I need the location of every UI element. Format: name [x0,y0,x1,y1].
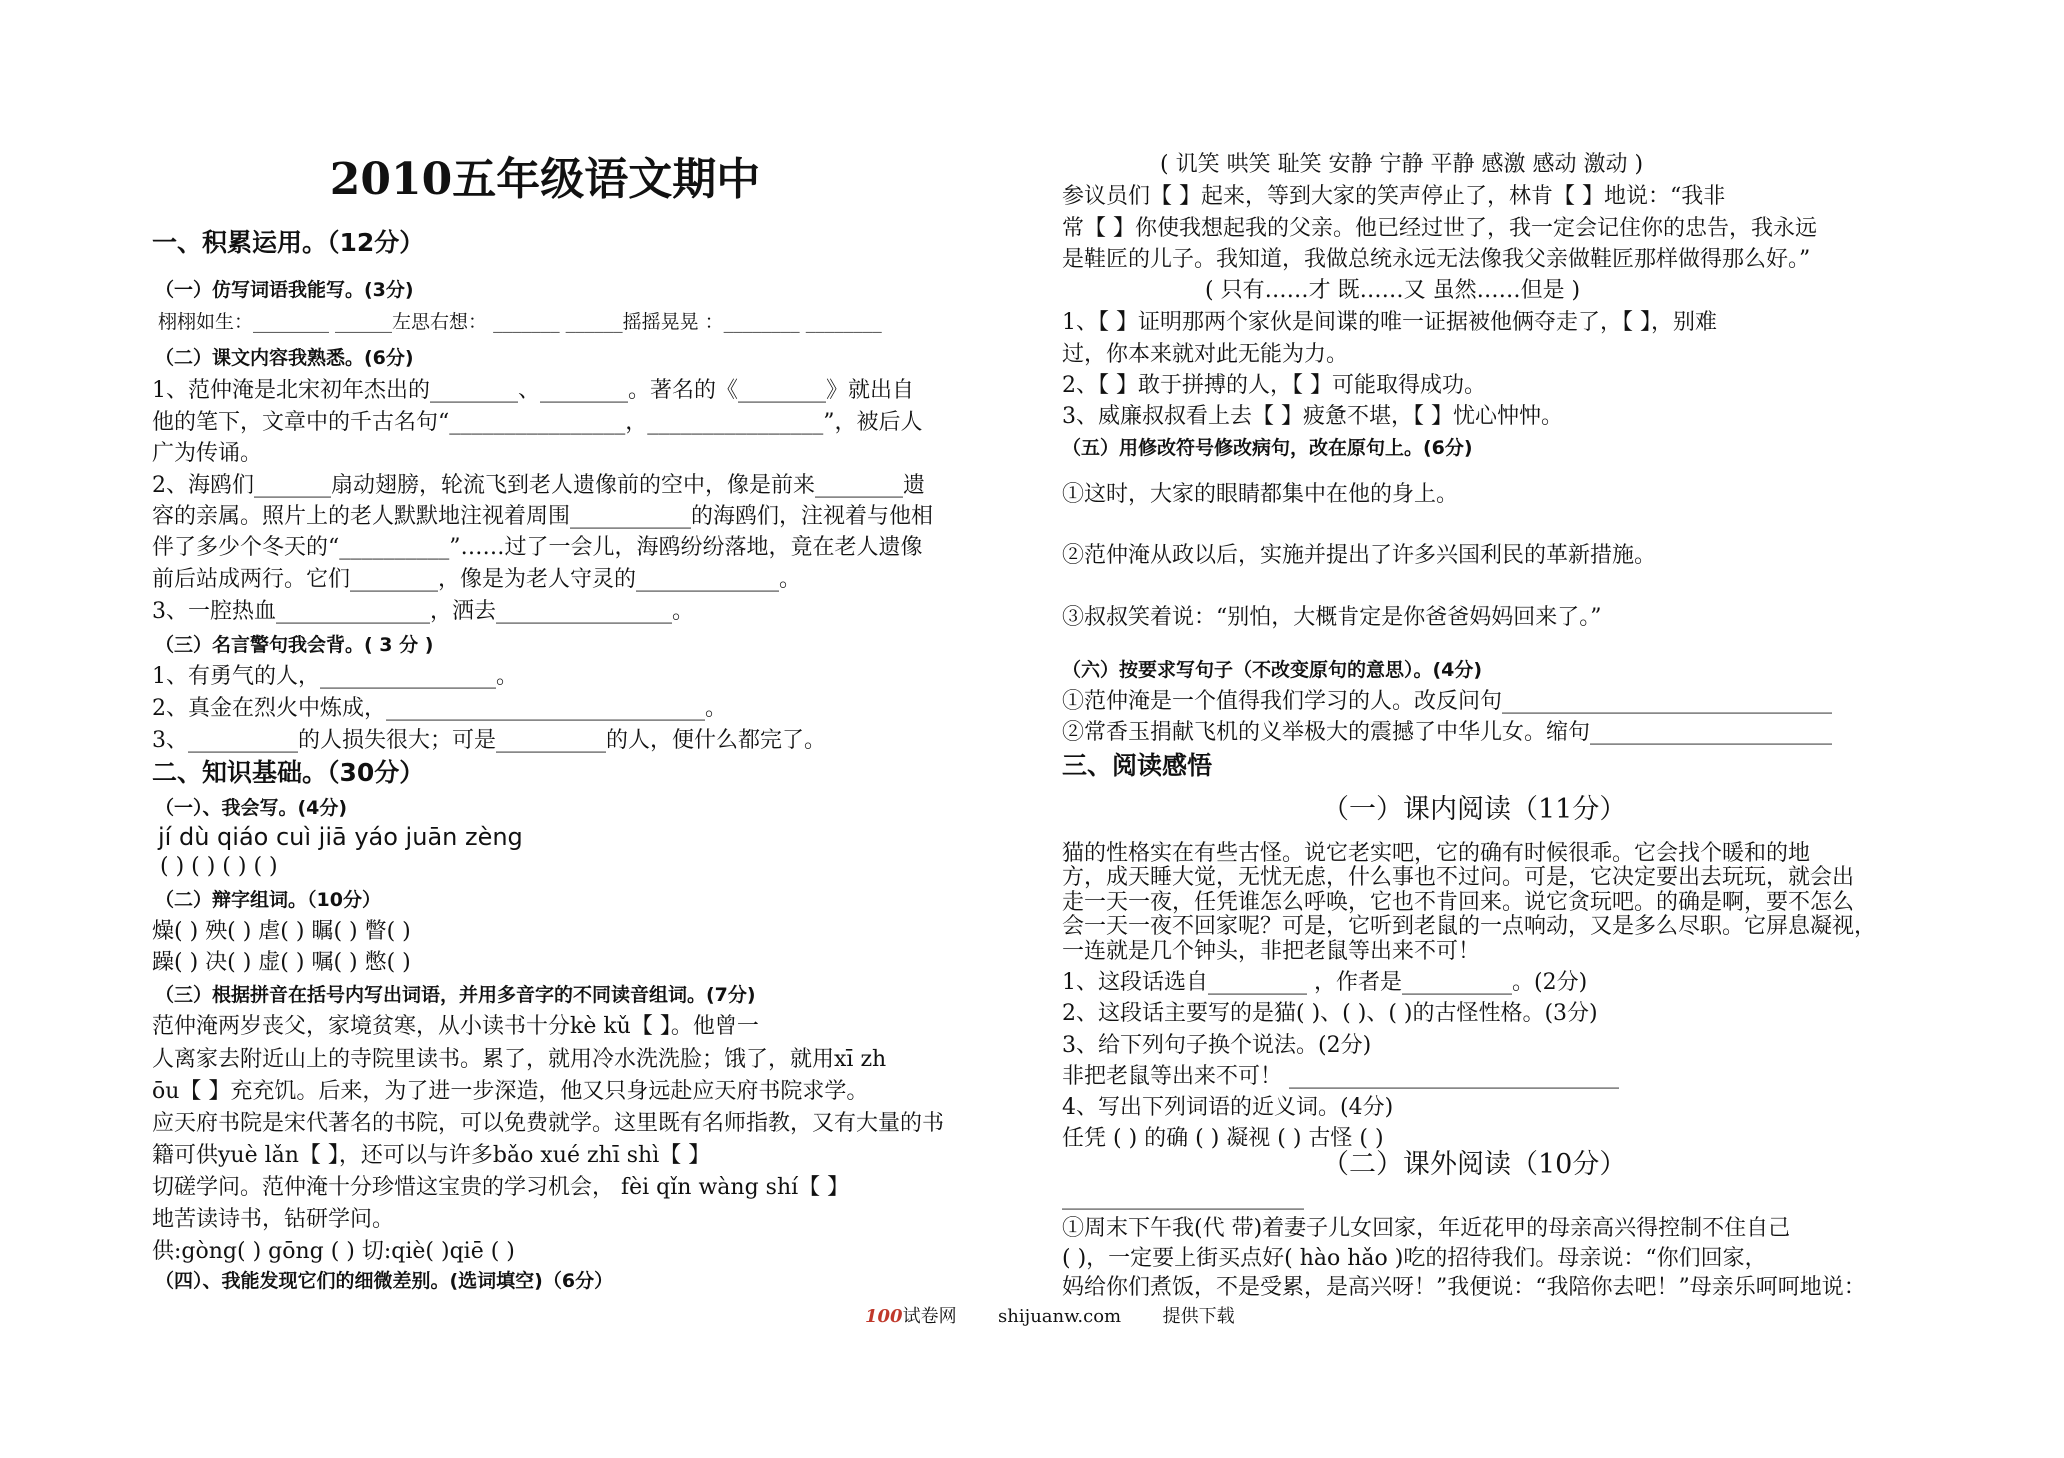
answer-paren-line: ( ) ( ) ( ) ( ) [160,854,278,879]
text-line: 1、范仲淹是北宋初年杰出的________、________。著名的《________》就出自 [152,378,914,403]
question-line: 3、给下列句子换个说法。(2分) [1062,1033,1372,1058]
text-line: 切磋学问。范仲淹十分珍惜这宝贵的学习机会， fèi qǐn wàng shí【 】 [152,1175,850,1200]
text-line: 猫的性格实在有些古怪。说它老实吧，它的确有时候很乖。它会找个暖和的地 [1062,841,1811,866]
subsection-heading: （四）、我能发现它们的细微差别。(选词填空)（6分） [155,1270,614,1292]
text-line: 是鞋匠的儿子。我知道，我做总统永远无法像我父亲做鞋匠那样做得那么好。” [1062,247,1811,272]
subsection-heading: （三）根据拼音在括号内写出词语，并用多音字的不同读音组词。(7分) [155,984,756,1006]
text-line: 范仲淹两岁丧父，家境贫寒，从小读书十分kè kǔ【 】。他曾一 [152,1014,759,1039]
text-line: ōu【 】充充饥。后来，为了进一步深造，他又只身远赴应天府书院求学。 [152,1079,869,1104]
text-line: 走一天一夜，任凭谁怎么呼唤，它也不肯回来。说它贪玩吧。的确是啊，要不怎么 [1062,890,1855,915]
subsection-heading: （一）仿写词语我能写。(3分) [155,279,414,301]
text-line: ①周末下午我(代 带)着妻子儿女回家，年近花甲的母亲高兴得控制不住自己 [1062,1216,1791,1241]
sentence-line: ①范仲淹是一个值得我们学习的人。改反问句______________________________ [1062,689,1833,714]
text-line: 2、海鸥们_______扇动翅膀，轮流飞到老人遗像前的空中，像是前来________遗 [152,473,925,498]
download-note: 提供下载 [1162,1306,1235,1327]
question-line: 2、这段话主要写的是猫( )、( )、( )的古怪性格。(3分) [1062,1001,1598,1026]
text-line: 地苦读诗书，钻研学问。 [152,1207,395,1232]
text-line: 1、【 】证明那两个家伙是间谍的唯一证据被他俩夺走了，【 】，别难 [1062,310,1717,335]
text-line: 一连就是几个钟头，非把老鼠等出来不可！ [1062,939,1481,964]
section-2-heading: 二、知识基础。（30分） [152,758,425,787]
text-line: 过，你本来就对此无能为力。 [1062,342,1349,367]
text-line: 应天府书院是宋代著名的书院，可以免费就学。这里既有名师指教，又有大量的书 [152,1111,945,1136]
text-line: 他的笔下，文章中的千古名句“________________，________________”，被后人 [152,410,923,435]
text-line: 常【 】你使我想起我的父亲。他已经过世了，我一定会记住你的忠告，我永远 [1062,216,1817,241]
page-title: 2010五年级语文期中 [329,154,761,205]
site-name: 试卷网 [902,1306,957,1327]
site-url[interactable]: shijuanw.com [998,1306,1122,1327]
reading-1-title: （一）课内阅读（11分） [1322,794,1627,825]
quote-line: 3、__________的人损失很大；可是__________的人，便什么都完了。 [152,728,826,753]
sentence-line: ③叔叔笑着说：“别怕，大概肯定是你爸爸妈妈回来了。” [1062,605,1602,630]
text-line: 前后站成两行。它们________，像是为老人守灵的_____________。 [152,567,802,592]
footer [865,1302,1235,1332]
text-line: 方，成天睡大觉，无忧无虑，什么事也不过问。可是，它决定要出去玩玩，就会出 [1062,865,1855,890]
text-line: 会一天一夜不回家呢？可是，它听到老鼠的一点响动，又是多么尽职。它屏息凝视， [1062,914,1877,939]
quote-line: 2、真金在烈火中炼成，_____________________________。 [152,696,727,721]
text-line: 2、【 】敢于拼搏的人，【 】可能取得成功。 [1062,373,1486,398]
subsection-heading: （五）用修改符号修改病句，改在原句上。(6分) [1062,437,1473,459]
subsection-heading: （六）按要求写句子（不改变原句的意思）。(4分) [1062,659,1483,681]
text-line: 籍可供yuè lǎn【 】，还可以与许多bǎo xué zhī shì【 】 [152,1143,711,1168]
subsection-heading: （三）名言警句我会背。( 3 分 ) [155,634,434,656]
subsection-heading: （二）课文内容我熟悉。(6分) [155,347,414,369]
question-line: 4、写出下列词语的近义词。(4分) [1062,1095,1394,1120]
subsection-heading: （二）辩字组词。（10分） [155,889,381,911]
word-choices: ( 只有……才 既……又 虽然……但是 ) [1205,278,1581,303]
word-imitation-line: 栩栩如生：________ ______左思右想： _______ ______摇摇晃晃 ：________ ________ [158,311,882,333]
title-blank-line: ______________________ [1062,1185,1304,1210]
sentence-line: ①这时，大家的眼睛都集中在他的身上。 [1062,482,1459,507]
section-1-heading: 一、积累运用。（12分） [152,228,425,257]
question-line: 1、这段话选自_________ ，作者是__________。(2分) [1062,970,1588,995]
text-line: 妈给你们煮饭，不是受累，是高兴呀！”我便说：“我陪你去吧！”母亲乐呵呵地说： [1062,1275,1866,1300]
sentence-line: ②常香玉捐献飞机的义举极大的震撼了中华儿女。缩句______________________ [1062,720,1833,745]
quote-line: 1、有勇气的人，________________。 [152,664,518,689]
reading-2-title: （二）课外阅读（10分） [1322,1149,1627,1180]
site-logo: 100 [865,1306,903,1327]
text-line: 3、一腔热血______________，洒去________________。 [152,599,694,624]
text-line: 伴了多少个冬天的“__________”……过了一会儿，海鸥纷纷落地，竟在老人遗像 [152,535,923,560]
char-compare-line: 燥( ) 殃( ) 虐( ) 瞩( ) 瞥( ) [152,919,411,944]
text-line: 广为传诵。 [152,441,263,466]
pinyin-line: jí dù qiáo cuì jiā yáo juān zèng [158,823,523,851]
question-line: 任凭 ( ) 的确 ( ) 凝视 ( ) 古怪 ( ) [1062,1126,1384,1151]
text-line: 3、威廉叔叔看上去【 】疲惫不堪，【 】忧心忡忡。 [1062,404,1563,429]
text-line: 容的亲属。照片上的老人默默地注视着周围___________的海鸥们，注视着与他相 [152,504,934,529]
text-line: ( )，一定要上街买点好( hào hǎo )吃的招待我们。母亲说：“你们回家， [1062,1246,1767,1271]
subsection-heading: （一）、我会写。(4分) [155,797,348,819]
char-compare-line: 躁( ) 决( ) 虚( ) 嘱( ) 憋( ) [152,950,411,975]
question-line: 非把老鼠等出来不可！ ______________________________ [1062,1064,1619,1089]
text-line: 人离家去附近山上的寺院里读书。累了，就用冷水洗洗脸；饿了，就用xī zh [152,1047,887,1072]
polyphone-line: 供:gòng( ) gōng ( ) 切:qiè( )qiē ( ) [152,1239,515,1264]
text-line: 参议员们【 】起来，等到大家的笑声停止了，林肯【 】地说：“我非 [1062,184,1726,209]
section-3-heading: 三、阅读感悟 [1062,751,1213,780]
sentence-line: ②范仲淹从政以后，实施并提出了许多兴国利民的革新措施。 [1062,543,1657,568]
word-choices: ( 讥笑 哄笑 耻笑 安静 宁静 平静 感激 感动 激动 ) [1160,152,1644,177]
